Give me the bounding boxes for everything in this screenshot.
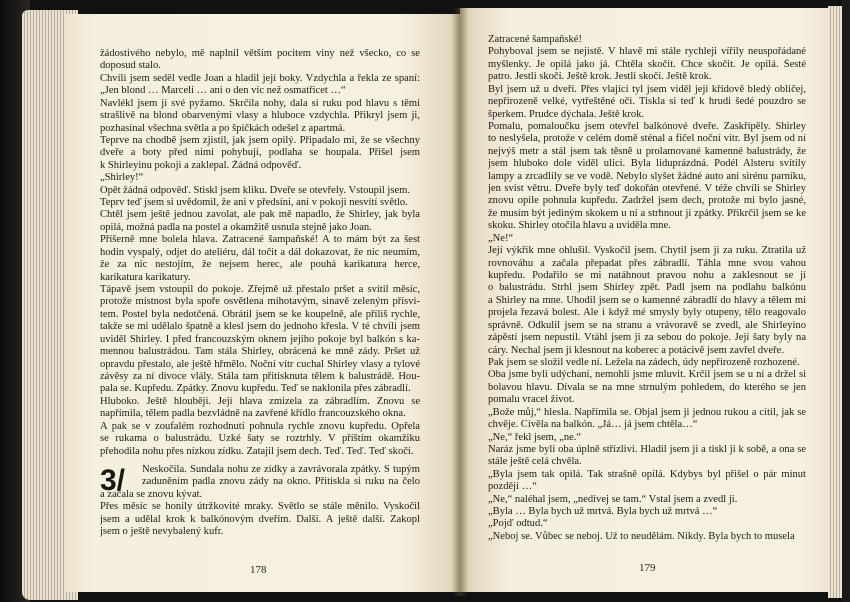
text-line: Pak jsem se složil vedle ní. Ležela na zádech, údy nepřirozeně rozhozené. xyxy=(488,356,800,368)
text-line: patro. Jestli skočí. Ještě krok. Jestli skočí. Ještě krok. xyxy=(488,71,712,83)
text-line: „Ne!“ xyxy=(488,232,514,244)
right-page-text xyxy=(488,34,806,543)
text-line: Hluboko. Ještě hlouběji. Její hlava zmizela za zábradlím. Znovu se xyxy=(100,395,420,407)
text-line: Přes měsíc se honily útržkovité mraky. Světlo se stále měnilo. Vyskočil xyxy=(100,501,420,513)
text-line: takže se mi udělalo špatně a klesl jsem do jednoho křesla. V té chvíli jsem xyxy=(100,321,420,333)
text-line: Teprv teď jsem si uvědomil, že ani v předsíni, ani v pokoji nesvítí světlo. xyxy=(100,197,408,209)
text-line: Neskočila. Sundala nohu ze zídky a zavrávorala zpátky. S tupým xyxy=(142,464,420,475)
text-line: opravdu přestalo, ale ještě hřmělo. Noční vítr cuchal Shirley vlasy a tylové xyxy=(100,358,420,370)
text-line: myšlenky. Je opilá jako já. Chtěla skočit. Chce skočit. Je opilá. Šesté xyxy=(488,58,806,70)
text-line: bolavou hlavu. Dívala se na mne strnulým pohledem, do kterého se jen xyxy=(488,381,806,393)
text-line: dveře a boty před nimi pohybují, podlaha se houpala. Přišel jsem xyxy=(100,147,420,159)
text-line: A pak se v zoufalém rozhodnutí pohnula rychle znovu kupředu. Opřela xyxy=(100,420,420,432)
text-line: Zatracené šampaňské! xyxy=(488,34,582,45)
text-line: pala se. Kupředu. Zpátky. Znovu kupředu. Teď se naklonila přes zábradlí. xyxy=(100,383,411,395)
text-line: rovnováhu a začala přepadat přes zábradlí. Táhla mne svou vahou xyxy=(488,257,806,269)
left-page-text xyxy=(100,48,420,458)
text-line: znovu opile pohnula kupředu. Zadržel jsem dech, protože mi bylo jasné, xyxy=(488,195,806,207)
text-line: správně. Odkulil jsem se na stranu a vrávoravě se zvedl, ale Shirleyino xyxy=(488,319,806,331)
text-line: doposud stalo. xyxy=(100,60,161,72)
text-line: „Neboj se. Vůbec se neboj. Už to neudělám. Nikdy. Byla bych to musela xyxy=(488,530,795,542)
text-line: závěsy za ní divoce vlály. Stála tam přitisknuta tělem k balustrádě. Hou- xyxy=(100,370,420,382)
text-line: „Shirley!“ xyxy=(100,172,144,184)
text-line: stále ještě celá chvěla. xyxy=(488,456,582,468)
text-line: chvěje. Cívěla na balkón. „Já… já jsem chtěla…“ xyxy=(488,419,698,431)
text-line: zápěstí jsem nepustil. Vtáhl jsem ji za sebou do pokoje. Její šaty byly na xyxy=(488,332,806,344)
text-line: hodin vyspalý, odjet do ateliéru, dál točit a dál dokazovat, že nic neumím, xyxy=(100,246,420,258)
chapter-number: 3/ xyxy=(100,464,126,497)
text-line: Chtěl jsem ještě jednou zavolat, ale pak mě napadlo, že Shirley, jak byla xyxy=(100,209,420,221)
text-line: jsem hluboko dole viděl ulici. Byla liduprázdná. Podél Alsteru svítily xyxy=(488,158,806,170)
text-line: „Pojď odtud.“ xyxy=(488,518,548,530)
text-line: opilá, možná padla na postel a okamžitě usnula stejně jako Joan. xyxy=(100,221,372,233)
text-line: lampy a zrcadlily se ve vodě. Nebylo slyšet žádné auto ani sirénu parníku, xyxy=(488,170,806,182)
text-line: napřímila, tělem padla bezvládně na zavřené křídlo francouzského okna. xyxy=(100,408,406,420)
page-number-right: 179 xyxy=(639,562,656,574)
text-line: Tápavě jsem vstoupil do pokoje. Zřejmě už přestalo pršet a svítil měsíc, xyxy=(100,284,420,296)
chapter-section xyxy=(100,464,420,539)
text-line: Oba jsme byli udýchaní, nemohli jsme mluvit. Krčil jsem se u ní a držel si xyxy=(488,369,806,381)
text-line: mennou balustrádou. Tam stála Shirley, obrácená ke mně zády. Pršet už xyxy=(100,346,420,358)
text-line: Opět žádná odpověď. Stiskl jsem kliku. Dveře se otevřely. Vstoupil jsem. xyxy=(100,184,410,196)
text-line: nepřirozeně velké, vytřeštěné oči. Tiskla si teď k hrudi šedé pouzdro se xyxy=(488,96,806,108)
page-number-left: 178 xyxy=(250,564,267,576)
text-line: Teprve na chodbě jsem zjistil, jak jsem opilý. Připadalo mi, že se všechny xyxy=(100,134,420,146)
text-line: „Bože můj,“ hlesla. Napřímila se. Objal jsem ji jednou rukou a cítil, jak se xyxy=(488,406,806,418)
text-line: Chvíli jsem seděl vedle Joan a hladil její boky. Vzdychla a řekla ze spaní: xyxy=(100,72,420,84)
text-line: Naráz jsme byli oba úplně střízliví. Hladil jsem ji a tiskl ji k sobě, a ona se xyxy=(488,443,806,455)
text-line: k Shirleyinu pokoji a zaklepal. Žádná odpověď. xyxy=(100,159,302,171)
text-line: „Byla … Byla bych už mrtvá. Byla bych už mrtvá …“ xyxy=(488,506,718,518)
text-line: a Shirley na mne. Uhodil jsem se o kamenné zábradlí do hlavy a tělem mi xyxy=(488,294,806,306)
page-edges-right xyxy=(828,6,842,598)
text-line: „Jen blond … Marceli … ani o den víc než osmatřicet …“ xyxy=(100,85,346,97)
text-line: že za nic nestojím, že nejsem herec, ale pouhá karikatura herce, xyxy=(100,259,420,271)
text-line: uviděl Shirley. I před francouzským oknem jejího pokoje byl balkón s ka- xyxy=(100,333,420,345)
text-line: že musím být jediným skokem u ní a strhnout ji zpátky. Přikrčil jsem se ke xyxy=(488,207,806,219)
text-line: pomalu vracel život. xyxy=(488,394,575,406)
text-line: šperkem. Prudce dýchala. Ještě krok. xyxy=(488,108,645,120)
text-line: jsem o ještě nevybalený kufr. xyxy=(100,526,224,538)
text-line: zaduněním padla znovu zády na okno. Přitiskla si ruku na čelo xyxy=(142,476,420,488)
text-line: karikatura karikatury. xyxy=(100,271,191,283)
text-line: cáry. Nechal jsem ji klesnout na koberec a potácivě jsem zavřel dveře. xyxy=(488,344,784,356)
text-line: „Ne,“ naléhal jsem, „nedívej se tam.“ Vstal jsem a zvedl ji. xyxy=(488,493,738,505)
text-line: se rukama o balustrádu. Úzké šaty se roztrhly. V příštím okamžiku xyxy=(100,433,420,445)
text-line: „Byla jsem tak opilá. Tak strašně opilá. Kdybys byl přišel o pár minut xyxy=(488,468,806,480)
text-line: přehodila nohu přes nízkou zídku. Zatajil jsem dech. Teď. Teď. Teď skočí. xyxy=(100,445,414,457)
text-line: Příšerně mne bolela hlava. Zatracené šampaňské! A to mám být za šest xyxy=(100,234,420,246)
text-line: skoku. Shirley otočila hlavu a uviděla mne. xyxy=(488,220,671,232)
text-line: „Ne,“ řekl jsem, „ne.“ xyxy=(488,431,582,443)
book-gutter xyxy=(452,8,468,596)
text-line: žádostivého nebylo, mě naplnil větším pocitem viny než všecko, co se xyxy=(100,48,420,59)
text-line: jsem a udělal krok k balkónovým dveřím. Další. A ještě další. Zakopl xyxy=(100,513,420,525)
text-line: tem. Postel byla nedotčená. Obrátil jsem se ke koupelně, ale příliš rychle, xyxy=(100,308,420,320)
text-line: nejvýš metr a stál jsem tak těsně u prolamované kamenné balustrády, že xyxy=(488,145,806,157)
text-line: kupředu. Podařilo se mi natáhnout pravou nohu a zaklesnout se jí xyxy=(488,270,806,282)
chapter-text xyxy=(100,464,420,539)
text-line: o balustrádu. Strhl jsem Shirley zpět. Padl jsem na podlahu balkónu xyxy=(488,282,806,294)
text-line: pozhasínal všechna světla a po špičkách odešel z apartmá. xyxy=(100,122,346,134)
text-line: Navlékl jsem jí své pyžamo. Skrčila nohy, dala si ruku pod hlavu s těmi xyxy=(100,97,420,109)
text-line: protože místnost byla spoře osvětlena mihotavým, sinavě zeleným přísvi- xyxy=(100,296,420,308)
text-line: projela řezavá bolest. Ale i když mé smysly byly otupeny, tělo reagovalo xyxy=(488,307,806,319)
text-line: jen svist větru. Dveře byly teď dokořán otevřené. V téže chvíli se Shirley xyxy=(488,183,806,195)
book-cover-right xyxy=(842,0,850,602)
text-line: později …“ xyxy=(488,481,537,493)
text-line: Pomalu, pomaloučku jsem otevřel balkónové dveře. Zaskřípěly. Shirley xyxy=(488,120,806,132)
text-line: Její výkřik mne ohlušil. Vyskočil jsem. Chytil jsem ji za ruku. Ztratila už xyxy=(488,245,806,257)
text-line: Byl jsem už u dveří. Přes vlající tyl jsem viděl její křídově bledý obličej, xyxy=(488,83,806,95)
text-line: a začala se znovu kývat. xyxy=(100,488,203,500)
text-line: strašlivě na blond obarvenými vlasy a hluboce vzdychla. Přikryl jsem ji, xyxy=(100,110,420,122)
text-line: Pohyboval jsem se nejistě. V hlavě mi stále rychleji vířily neuspořádané xyxy=(488,46,806,58)
text-line: to neslyšela, protože v celém domě sténal a fičel noční vítr. Byl jsem od ní xyxy=(488,133,806,145)
